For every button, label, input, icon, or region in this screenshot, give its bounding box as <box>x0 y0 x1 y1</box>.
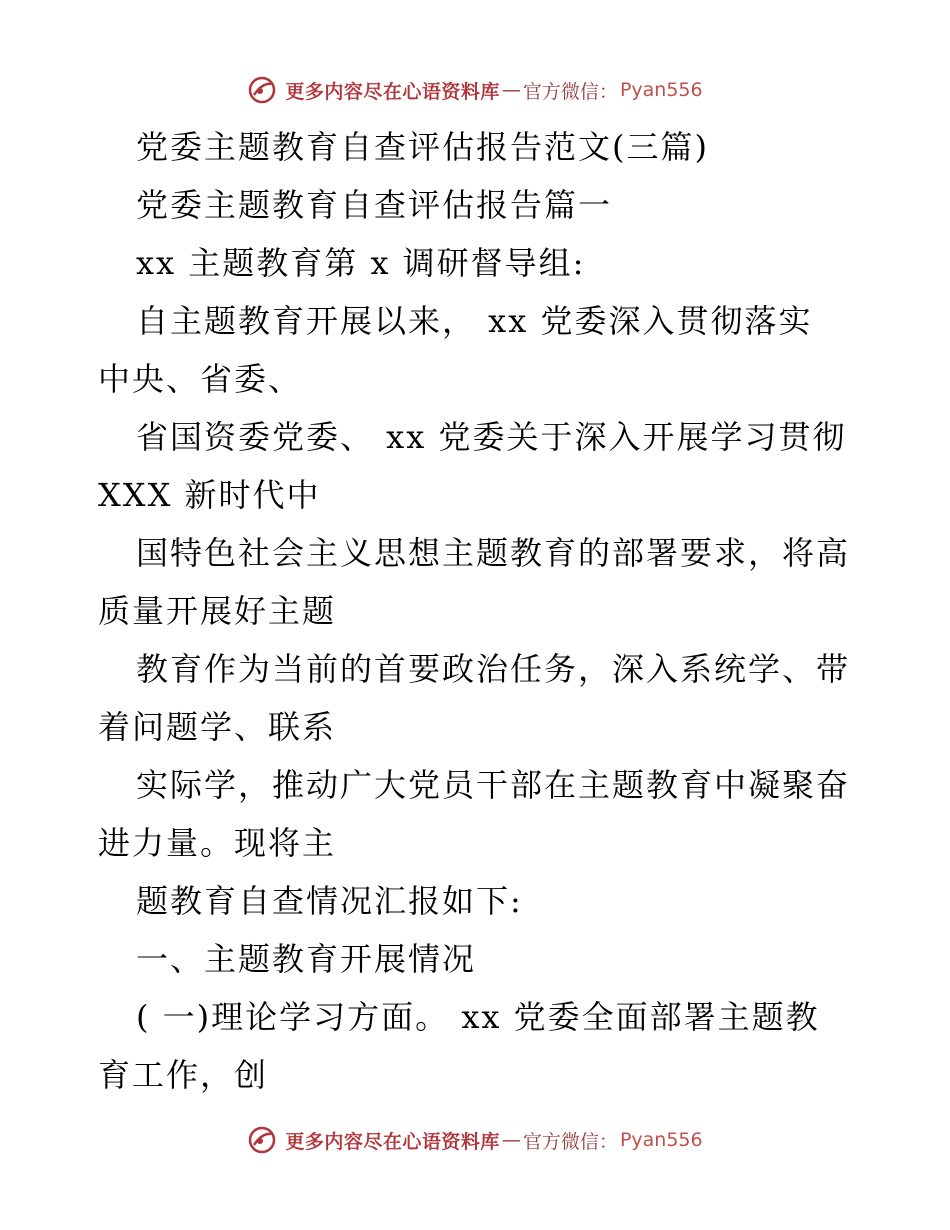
watermark-wechat-label: 官方微信： <box>522 1130 618 1153</box>
text-line: 育工作，创 <box>98 1056 269 1094</box>
text-line: 进力量。现将主 <box>98 824 337 862</box>
watermark-wechat-id: Pyan556 <box>619 79 703 101</box>
header-watermark <box>0 70 950 110</box>
document-body <box>98 118 868 1104</box>
text-line: 一、主题教育开展情况 <box>136 940 477 978</box>
watermark-wechat-id: Pyan556 <box>619 1129 703 1151</box>
text-line: 自主题教育开展以来， xx 党委深入贯彻落实 <box>136 302 813 340</box>
text-line: 国特色社会主义思想主题教育的部署要求，将高 <box>136 534 851 572</box>
text-line: XXX 新时代中 <box>98 476 321 514</box>
watermark-brand-text: 更多内容尽在心语资料库 <box>285 80 500 103</box>
watermark-wechat-label: 官方微信： <box>522 80 618 103</box>
brand-logo-icon <box>247 75 277 105</box>
text-line: 省国资委党委、 xx 党委关于深入开展学习贯彻 <box>136 418 847 456</box>
text-line: 实际学，推动广大党员干部在主题教育中凝聚奋 <box>136 766 851 804</box>
brand-logo-icon <box>247 1125 277 1155</box>
watermark-dash: — <box>501 79 521 101</box>
text-line: 着问题学、联系 <box>98 708 337 746</box>
footer-watermark <box>0 1120 950 1160</box>
text-line: ( 一)理论学习方面。 xx 党委全面部署主题教 <box>136 998 820 1036</box>
text-line: 题教育自查情况汇报如下: <box>136 882 523 920</box>
text-line: 教育作为当前的首要政治任务，深入系统学、带 <box>136 650 851 688</box>
watermark-dash: — <box>501 1129 521 1151</box>
text-line: 党委主题教育自查评估报告范文(三篇) <box>136 128 709 166</box>
watermark-brand-text: 更多内容尽在心语资料库 <box>285 1130 500 1153</box>
text-line: 党委主题教育自查评估报告篇一 <box>136 186 613 224</box>
text-line: 质量开展好主题 <box>98 592 337 630</box>
text-line: xx 主题教育第 x 调研督导组: <box>136 244 586 282</box>
text-line: 中央、省委、 <box>98 360 303 398</box>
